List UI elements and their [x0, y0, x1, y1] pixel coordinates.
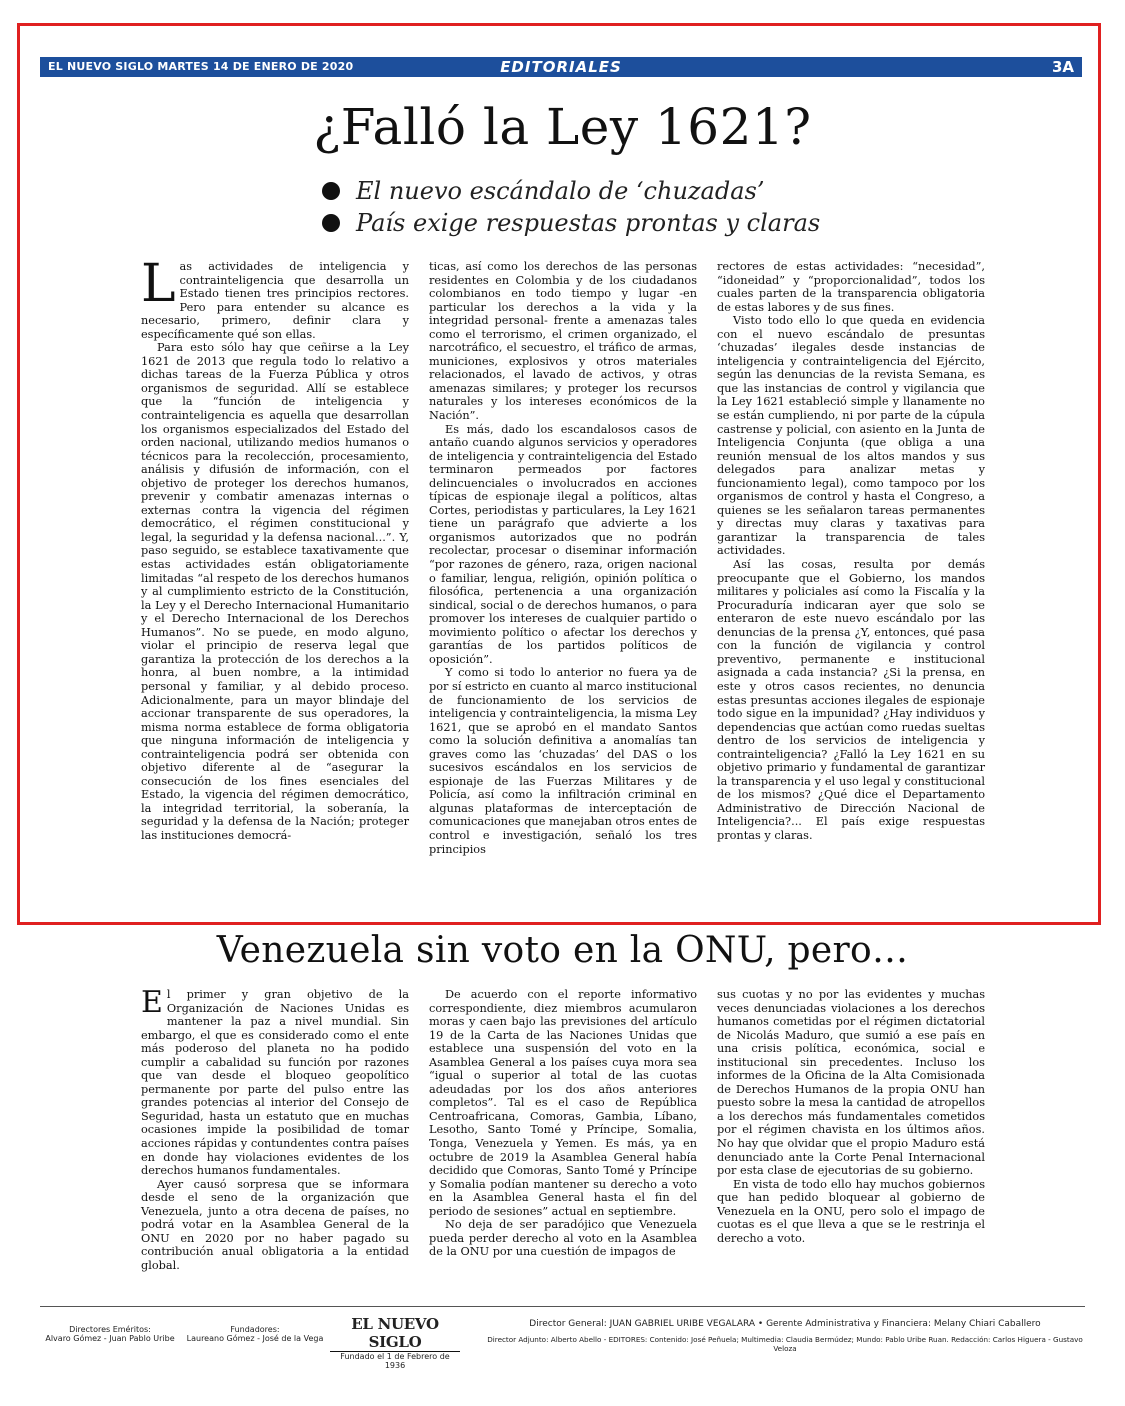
editorial2-title: Venezuela sin voto en la ONU, pero…: [216, 930, 909, 971]
founded-date: Fundado el 1 de Febrero de 1936: [340, 1352, 450, 1370]
paragraph: Así las cosas, resulta por demás preocupante que el Gobierno, los mandos militares y policiales así como la Fiscalía y la Procuraduría indicaran ayer que solo se enteraron de este nuevo escándalo por las denuncias de la prensa ¿Y, entonces, qué pasa con la función de vigilancia y control preventivo, permanente e institucional asignada a cada instancia? ¿Si la prensa, en este y otros casos recientes, no denuncia estas presuntas acciones ilegales de espionaje todo sigue en la impunidad? ¿Hay individuos y dependencias que actúan como ruedas sueltas dentro de los servicios de inteligencia y contrainteligencia? ¿Falló la Ley 1621 en su objetivo primario y fundamental de garantizar la transparencia y el uso legal y constitucional de los mismos? ¿Qué dice el Departamento Administrativo de Dirección Nacional de Inteligencia?... El país exige respuestas prontas y claras.: [717, 558, 985, 842]
credits-line-2: Director Adjunto: Alberto Abello - EDITORES: Contenido: José Peñuela; Multimedia: Claudia Bermúdez; Mundo: Pablo Uribe Ruan. Redacción: Carlos Higuera - Gustavo Veloza: [487, 1335, 1083, 1353]
paragraph: No deja de ser paradójico que Venezuela pueda perder derecho al voto en la Asamblea de la ONU por una cuestión de impagos de: [429, 1218, 697, 1259]
editorial2-col3: [717, 988, 985, 1272]
fundadores-block: [180, 1325, 330, 1343]
subtitle-1: El nuevo escándalo de ‘chuzadas’: [356, 177, 765, 205]
page-number: 3A: [1051, 58, 1074, 76]
editorial1-body: [141, 254, 986, 856]
directores-block: [40, 1325, 180, 1343]
subtitle-2: País exige respuestas prontas y claras: [356, 209, 821, 237]
paragraph: Y como si todo lo anterior no fuera ya de por sí estricto en cuanto al marco institucional de funcionamiento de los servicios de inteligencia y contrainteligencia, la misma Ley 1621, que se aprobó en el mandato Santos como la solución definitiva a anomalías tan graves como las ‘chuzadas’ del DAS o los sucesivos escándalos en los servicios de espionaje de las Fuerzas Militares y de Policía, así como la infiltración criminal en algunas plataformas de interceptación de comunicaciones que manejaban otros entes de control e investigación, señaló los tres principios: [429, 666, 697, 856]
masthead-date: EL NUEVO SIGLO MARTES 14 DE ENERO DE 2020: [48, 60, 354, 73]
paragraph: Ayer causó sorpresa que se informara desde el seno de la organización que Venezuela, junto a otra decena de países, no podrá votar en la Asamblea General de la ONU en 2020 por no haber pagado su contribución anual obligatoria a la entidad global.: [141, 1177, 409, 1272]
editorial2-col1: [141, 985, 409, 1272]
bullet-icon: [322, 214, 340, 232]
fundadores-label: Fundadores:: [230, 1325, 280, 1334]
editorial1-col1: [141, 254, 409, 856]
newspaper-logo: EL NUEVO SIGLO: [330, 1315, 460, 1352]
editorial1-title: ¿Falló la Ley 1621?: [313, 98, 812, 156]
dropcap: E: [141, 985, 163, 1020]
editorial1-subtitles: [322, 175, 820, 239]
section-header-bar: [40, 57, 1082, 77]
paragraph: El primer y gran objetivo de la Organización de Naciones Unidas es mantener la paz a nivel mundial. Sin embargo, el que es considerado como el ente más poderoso del planeta no ha podido cumplir a cabalidad su función por razones que van desde el bloqueo geopolítico permanente por parte del pulso entre las grandes potencias al interior del Consejo de Seguridad, hasta un estatuto que en muchas ocasiones impide la posibilidad de tomar acciones rápidas y contundentes contra países en donde hay violaciones evidentes de los derechos humanos fundamentales.: [141, 985, 409, 1178]
editorial2-body: [141, 985, 986, 1272]
bullet-icon: [322, 182, 340, 200]
logo-block: [330, 1315, 460, 1370]
directores-names: Alvaro Gómez - Juan Pablo Uribe: [45, 1334, 175, 1343]
editorial1-col2: [429, 260, 697, 856]
paragraph: rectores de estas actividades: “necesidad”, “idoneidad” y “proporcionalidad”, todos los cuales parten de la transparencia obligatoria de estas labores y de sus fines.: [717, 260, 985, 314]
paragraph: En vista de todo ello hay muchos gobiernos que han pedido bloquear al gobierno de Venezuela en la ONU, pero solo el impago de cuotas es el que lleva a que se le restrinja el derecho a voto.: [717, 1177, 985, 1245]
paragraph: sus cuotas y no por las evidentes y muchas veces denunciadas violaciones a los derechos humanos cometidas por el régimen dictatorial de Nicolás Maduro, que sumió a ese país en una crisis política, económica, social e institucional sin precedentes. Incluso los informes de la Oficina de la Alta Comisionada de Derechos Humanos de la propia ONU han puesto sobre la mesa la cantidad de atropellos a los derechos más fundamentales cometidos por el régimen chavista en los últimos años. No hay que olvidar que el propio Maduro está denunciado ante la Corte Penal Internacional por esta clase de ejecutorias de su gobierno.: [717, 988, 985, 1178]
dropcap: L: [141, 254, 176, 314]
directores-label: Directores Eméritos:: [69, 1325, 151, 1334]
editorial2-col2: [429, 988, 697, 1272]
footer: [40, 1306, 1085, 1370]
paragraph: Visto todo ello lo que queda en evidencia con el nuevo escándalo de presuntas ‘chuzadas’ ilegales desde instancias de inteligencia y contrainteligencia del Ejército, según las denuncias de la revista Semana, es que las instancias de control y vigilancia que la Ley 1621 estableció simple y llanamente no se están cumpliendo, ni por parte de la cúpula castrense y policial, con asiento en la Junta de Inteligencia Conjunta (que obliga a una reunión mensual de los altos mandos y sus delegados para analizar metas y funcionamiento legal), como tampoco por los organismos de control y hasta el Congreso, a quienes se les señalaron tareas permanentes y directas muy claras y taxativas para garantizar la transparencia de tales actividades.: [717, 314, 985, 558]
fundadores-names: Laureano Gómez - José de la Vega: [186, 1334, 324, 1343]
editorial1-col3: [717, 260, 985, 856]
paragraph: Las actividades de inteligencia y contrainteligencia que desarrolla un Estado tienen tres principios rectores. Pero para entender su alcance es necesario, primero, definir clara y específicamente qué son ellas.: [141, 254, 409, 341]
paragraph: Es más, dado los escandalosos casos de antaño cuando algunos servicios y operadores de inteligencia y contrainteligencia del Estado terminaron permeados por factores delincuenciales o involucrados en acciones típicas de espionaje ilegal a políticos, altas Cortes, periodistas y particulares, la Ley 1621 tiene un parágrafo que advierte a los organismos autorizados que no podrán recolectar, procesar o diseminar información “por razones de género, raza, origen nacional o familiar, lengua, religión, opinión política o filosófica, pertenencia a una organización sindical, social o de derechos humanos, o para promover los intereses de cualquier partido o movimiento político o afectar los derechos y garantías de los partidos políticos de oposición”.: [429, 422, 697, 666]
paragraph: ticas, así como los derechos de las personas residentes en Colombia y de los ciudadanos colombianos en todo tiempo y lugar -en particular los derechos a la vida y la integridad personal- frente a amenazas tales como el terrorismo, el crimen organizado, el narcotráfico, el secuestro, el tráfico de armas, municiones, explosivos y otros materiales relacionados, el lavado de activos, y otras amenazas similares; y proteger los recursos naturales y los intereses económicos de la Nación”.: [429, 260, 697, 423]
section-title: EDITORIALES: [500, 58, 622, 76]
paragraph: Para esto sólo hay que ceñirse a la Ley 1621 de 2013 que regula todo lo relativo a dichas tareas de la Fuerza Pública y otros organismos de seguridad. Allí se establece que la “función de inteligencia y contrainteligencia es aquella que desarrollan los organismos especializados del Estado del orden nacional, utilizando medios humanos o técnicos para la recolección, procesamiento, análisis y difusión de información, con el objetivo de proteger los derechos humanos, prevenir y combatir amenazas internas o externas contra la vigencia del régimen democrático, el régimen constitucional y legal, la seguridad y la defensa nacional...”. Y, paso seguido, se establece taxativamente que estas actividades están obligatoriamente limitadas “al respeto de los derechos humanos y al cumplimiento estricto de la Constitución, la Ley y el Derecho Internacional Humanitario y el Derecho Internacional de los Derechos Humanos”. No se puede, en modo alguno, violar el principio de reserva legal que garantiza la protección de los derechos a la honra, al buen nombre, a la intimidad personal y familiar, y al debido proceso. Adicionalmente, para un mayor blindaje del accionar transparente de sus operadores, la misma norma establece de forma obligatoria que ninguna información de inteligencia y contrainteligencia podrá ser obtenida con objetivo diferente al de “asegurar la consecución de los fines esenciales del Estado, la vigencia del régimen democrático, la integridad territorial, la soberanía, la seguridad y la defensa de la Nación; proteger las instituciones democrá-: [141, 341, 409, 842]
credits-line-1: Director General: JUAN GABRIEL URIBE VEGALARA • Gerente Administrativa y Financiera: Melany Chiari Caballero: [529, 1319, 1041, 1329]
paragraph: De acuerdo con el reporte informativo correspondiente, diez miembros acumularon moras y caen bajo las previsiones del artículo 19 de la Carta de las Naciones Unidas que establece una suspensión del voto en la Asamblea General a los países cuya mora sea “igual o superior al total de las cuotas adeudadas por los dos años anteriores completos”. Tal es el caso de República Centroafricana, Comoras, Gambia, Líbano, Lesotho, Santo Tomé y Príncipe, Somalia, Tonga, Venezuela y Yemen. Es más, ya en octubre de 2019 la Asamblea General había decidido que Comoras, Santo Tomé y Príncipe y Somalia podían mantener su derecho a voto en la Asamblea General hasta el fin del periodo de sesiones” actual en septiembre.: [429, 988, 697, 1218]
